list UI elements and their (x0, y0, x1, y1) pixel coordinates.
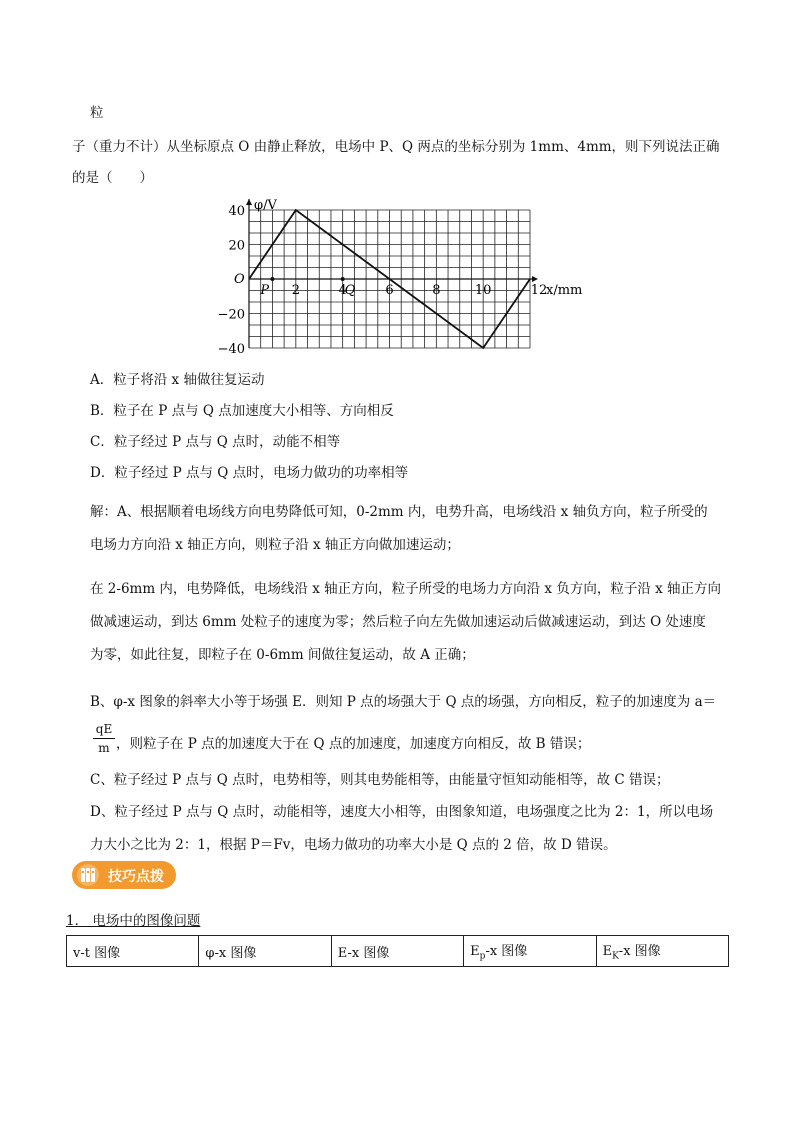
tips-badge (72, 861, 176, 889)
x-axis-title: x/mm (546, 283, 583, 298)
solution-line: D、粒子经过 P 点与 Q 点时，动能相等，速度大小相等，由图象知道，电场强度之比为 2：1，所以电场 (90, 804, 714, 820)
y-tick-label: 20 (228, 238, 245, 254)
question-line-2: 子（重力不计）从坐标原点 O 由静止释放，电场中 P、Q 两点的坐标分别为 1mm、4mm，则下列说法正确 (72, 139, 720, 155)
table-cell: v-t 图像 (67, 936, 199, 967)
solution-line: C、粒子经过 P 点与 Q 点时，电势相等，则其电势能相等，由能量守恒知动能相等，故 C 错误； (90, 772, 670, 788)
question-line-3: 的是（ ） (72, 170, 153, 186)
solution-line: ，则粒子在 P 点的加速度大于在 Q 点的加速度，加速度方向相反，故 B 错误； (116, 736, 591, 752)
option-b: B．粒子在 P 点与 Q 点加速度大小相等、方向相反 (90, 403, 394, 419)
point-marker (270, 277, 274, 281)
y-axis-title: φ/V (254, 198, 277, 213)
origin-label: O (234, 272, 245, 287)
table-cell: $E_K-x$ 图像 (596, 936, 728, 967)
x-tick-label: 12 (530, 283, 548, 298)
x-tick-label: 6 (385, 283, 394, 298)
point-label: Q (344, 283, 356, 298)
solution-line: 电场力方向沿 x 轴正方向，则粒子沿 x 轴正方向做加速运动； (90, 537, 460, 553)
point-label: P (260, 283, 270, 298)
badge-label: 技巧点拨 (108, 869, 164, 885)
fraction-denominator: m (98, 741, 110, 755)
x-tick-label: 10 (474, 283, 492, 298)
graph-types-table (66, 935, 729, 967)
y-axis-arrow (246, 199, 252, 205)
y-tick-label: 40 (228, 204, 245, 219)
point-marker (341, 277, 345, 281)
option-a: A．粒子将沿 x 轴做往复运动 (90, 372, 265, 388)
y-tick-label: −20 (217, 307, 245, 323)
fraction-qe-over-m (93, 722, 115, 755)
option-d: D．粒子经过 P 点与 Q 点时，电场力做功的功率相等 (90, 465, 409, 481)
y-tick-label: −40 (217, 342, 245, 357)
solution-line: 在 2-6mm 内，电势降低，电场线沿 x 轴正方向，粒子所受的电场力方向沿 x 负方向，粒子沿 x 轴正方向 (90, 581, 722, 597)
solution-line: B、φ-x 图象的斜率大小等于场强 E．则知 P 点的场强大于 Q 点的场强，方向相反，粒子的加速度为 a＝ (90, 694, 717, 710)
table-cell: φ-x 图像 (199, 936, 331, 967)
x-tick-label: 2 (291, 283, 300, 298)
solution-line: 为零，如此往复，即粒子在 0-6mm 间做往复运动，故 A 正确； (90, 647, 475, 663)
fraction-numerator: qE (93, 722, 115, 739)
solution-line: 做减速运动，到达 6mm 处粒子的速度为零；然后粒子向左先做加速运动后做减速运动，到达 O 处速度 (90, 614, 706, 630)
table-cell: E-x 图像 (331, 936, 463, 967)
section-heading: 1． 电场中的图像问题 (66, 913, 201, 929)
solution-line: 力大小之比为 2：1，根据 P＝Fv，电场力做功的功率大小是 Q 点的 2 倍，故 D 错误。 (90, 837, 617, 853)
question-line-1: 粒 (90, 105, 104, 121)
x-tick-label: 4 (338, 283, 347, 298)
books-icon (76, 864, 104, 886)
solution-line: 解：A、根据顺着电场线方向电势降低可知，0-2mm 内，电势升高，电场线沿 x 轴负方向，粒子所受的 (90, 504, 708, 520)
phi-x-chart (217, 195, 583, 357)
table-row (67, 936, 729, 967)
x-tick-label: 8 (432, 283, 441, 298)
table-cell: $E_p-x$ 图像 (464, 936, 596, 967)
x-axis-arrow (532, 276, 538, 282)
option-c: C．粒子经过 P 点与 Q 点时，动能不相等 (90, 434, 341, 450)
